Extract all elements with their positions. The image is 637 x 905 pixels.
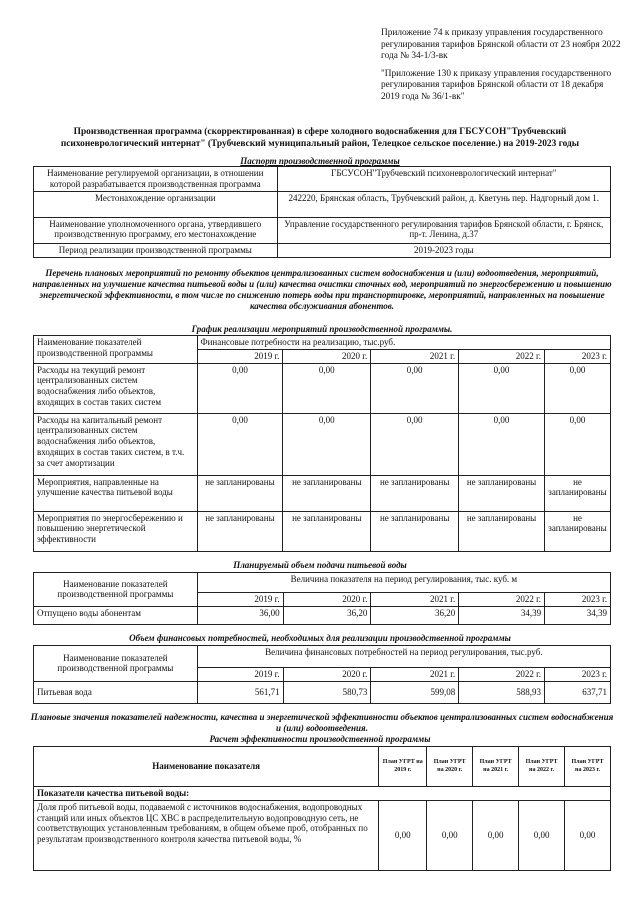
cell-value: 0,00	[473, 800, 519, 870]
year-header: 2022 г.	[459, 349, 545, 363]
year-header: 2023 г.	[545, 593, 611, 607]
table-row	[34, 336, 611, 350]
column-header: Наименование показателей производственной программы	[34, 336, 198, 364]
measures-table	[33, 335, 611, 552]
year-header: 2022 г.	[459, 593, 545, 607]
table-row	[34, 787, 611, 801]
table-row	[34, 243, 611, 257]
column-group-header: Величина показателя на период регулирования, тыс. куб. м	[197, 573, 610, 593]
year-header: 2021 г.	[371, 349, 459, 363]
reliability-caption: Плановые значения показателей надежности, качества и энергетической эффективности объектов централизованных систем водоснабжения и (или) водоотведения.	[30, 712, 614, 733]
row-label: Мероприятия, направленные на улучшение качества питьевой воды	[34, 475, 198, 511]
cell-value: не запланированы	[544, 511, 610, 551]
cell-value: 0,00	[459, 413, 545, 475]
plan-year-header: План УГРТ на 2019 г.	[379, 747, 427, 787]
year-header: 2023 г.	[545, 668, 611, 682]
cell-value: 580,73	[283, 681, 371, 703]
table-row	[34, 191, 611, 217]
passport-label: Наименование уполномоченного органа, утвердившего производственную программу, его местонахождение	[34, 217, 278, 243]
passport-label: Наименование регулируемой организации, в отношении которой разрабатывается производственная программа	[34, 167, 278, 192]
column-group-header: Финансовые потребности на реализацию, тыс.руб.	[197, 336, 611, 350]
cell-value: 0,00	[459, 363, 545, 413]
finance-caption: Объем финансовых потребностей, необходимых для реализации производственной программы	[129, 633, 511, 643]
document-title: Производственная программа (скорректированная) в сфере холодного водоснабжения для ГБСУСОН"Трубчевский психоневрологический интернат" (Трубчевский муниципальный район, Телецкое сельское поселение.) на 2019-2023 годы	[60, 127, 580, 149]
row-label: Мероприятия по энергосбережению и повышению энергетической эффективности	[34, 511, 198, 551]
year-header: 2023 г.	[544, 349, 610, 363]
table-row	[34, 573, 611, 593]
plan-year-header: План УГРТ на 2023 г.	[565, 747, 611, 787]
cell-value: не запланированы	[283, 511, 371, 551]
column-group-header: Величина финансовых потребностей на период регулирования, тыс.руб.	[197, 646, 610, 668]
plan-year-header: План УГРТ на 2021 г.	[473, 747, 519, 787]
year-header: 2020 г.	[283, 349, 371, 363]
table-row	[34, 681, 611, 703]
cell-value: 36,20	[371, 606, 459, 624]
cell-value: не запланированы	[197, 511, 283, 551]
cell-value: 0,00	[544, 413, 610, 475]
finance-table	[33, 645, 611, 704]
cell-value: не запланированы	[371, 511, 459, 551]
order-reference-line-1: Приложение 74 к приказу управления государственного регулирования тарифов Брянской области от 23 ноября 2022 года № 34-1/3-вк	[381, 28, 621, 62]
cell-value: 561,71	[197, 681, 283, 703]
passport-table	[33, 166, 611, 258]
year-header: 2022 г.	[459, 668, 545, 682]
cell-value: 34,39	[545, 606, 611, 624]
efficiency-caption: Расчет эффективности производственной программы	[209, 734, 431, 744]
passport-label: Период реализации производственной программы	[34, 243, 278, 257]
row-label: Расходы на капитальный ремонт централизованных систем водоснабжения либо объектов, входящих в состав таких систем, в т.ч. за счет амортизации	[34, 413, 198, 475]
cell-value: 0,00	[544, 363, 610, 413]
cell-value: 0,00	[283, 363, 371, 413]
cell-value: 0,00	[197, 363, 283, 413]
plan-year-header: План УГРТ на 2022 г.	[519, 747, 565, 787]
measures-caption: Перечень плановых мероприятий по ремонту объектов централизованных систем водоснабжения и (или) водоотведения, мероприятий, направленных на улучшение качества питьевой воды и (или) качества очистки сточных вод, мероприятий по энергосбережению и повышению энергетической эффективности, в том числе по снижению потерь воды при транспортировке, мероприятий, направленных на повышение качества обслуживания абонентов.	[32, 268, 612, 311]
passport-caption-text: Паспорт производственной программы	[240, 156, 400, 166]
year-header: 2020 г.	[283, 668, 371, 682]
column-header: Наименование показателей производственной программы	[34, 573, 198, 607]
section-header: Показатели качества питьевой воды:	[34, 787, 611, 801]
cell-value: не запланированы	[459, 475, 545, 511]
measures-schedule-caption: График реализации мероприятий производственной программы.	[191, 324, 453, 334]
cell-value: 0,00	[371, 413, 459, 475]
row-label: Отпущено воды абонентам	[34, 606, 198, 624]
table-row	[34, 511, 611, 551]
cell-value: 0,00	[283, 413, 371, 475]
table-row	[34, 475, 611, 511]
cell-value: 36,20	[283, 606, 371, 624]
table-row	[34, 646, 611, 668]
table-row	[34, 800, 611, 870]
year-header: 2019 г.	[197, 349, 283, 363]
cell-value: не запланированы	[459, 511, 545, 551]
table-row	[34, 413, 611, 475]
cell-value: не запланированы	[371, 475, 459, 511]
cell-value: 34,39	[459, 606, 545, 624]
passport-value: 2019-2023 годы	[277, 243, 610, 257]
order-reference	[381, 28, 621, 110]
column-header: Наименование показателя	[34, 747, 379, 787]
cell-value: 599,08	[371, 681, 459, 703]
row-label: Расходы на текущий ремонт централизованных систем водоснабжения либо объектов, входящих в состав таких систем	[34, 363, 198, 413]
passport-value: 242220, Брянская область, Трубчевский район, д. Кветунь пер. Надгорный дом 1.	[277, 191, 610, 217]
row-label: Доля проб питьевой воды, подаваемой с источников водоснабжения, водопроводных станций или иных объектов ЦС ХВС в распределительную водопроводную сеть, не соответствующих установленным требованиям, в общем объеме проб, отобранных по результатам производственного контроля качества питьевой воды, %	[34, 800, 379, 870]
year-header: 2021 г.	[371, 668, 459, 682]
cell-value: 36,00	[197, 606, 283, 624]
row-label: Питьевая вода	[34, 681, 198, 703]
cell-value: 0,00	[565, 800, 611, 870]
plan-year-header: План УГРТ на 2020 г.	[427, 747, 473, 787]
cell-value: 588,93	[459, 681, 545, 703]
year-header: 2019 г.	[197, 668, 283, 682]
cell-value: 0,00	[519, 800, 565, 870]
passport-value: ГБСУСОН"Трубчевский психоневрологический интернат"	[277, 167, 610, 192]
cell-value: 0,00	[371, 363, 459, 413]
year-header: 2020 г.	[283, 593, 371, 607]
table-row	[34, 217, 611, 243]
table-row	[34, 747, 611, 787]
column-header: Наименование показателей производственной программы	[34, 646, 198, 682]
reliability-table	[33, 746, 611, 871]
cell-value: 0,00	[427, 800, 473, 870]
passport-label: Местонахождение организации	[34, 191, 278, 217]
cell-value: 0,00	[379, 800, 427, 870]
table-row	[34, 606, 611, 624]
year-header: 2019 г.	[197, 593, 283, 607]
volume-table	[33, 572, 611, 625]
passport-value: Управление государственного регулирования тарифов Брянской области, г. Брянск, пр-т. Ленина, д.37	[277, 217, 610, 243]
table-row	[34, 363, 611, 413]
year-header: 2021 г.	[371, 593, 459, 607]
order-reference-line-2: "Приложение 130 к приказу управления государственного регулирования тарифов Брянской области от 18 декабря 2019 года № 36/1-вк"	[381, 68, 612, 102]
cell-value: 637,71	[545, 681, 611, 703]
cell-value: не запланированы	[544, 475, 610, 511]
cell-value: 0,00	[197, 413, 283, 475]
cell-value: не запланированы	[283, 475, 371, 511]
cell-value: не запланированы	[197, 475, 283, 511]
volume-caption: Планируемый объем подачи питьевой воды	[233, 560, 407, 570]
table-row	[34, 167, 611, 192]
